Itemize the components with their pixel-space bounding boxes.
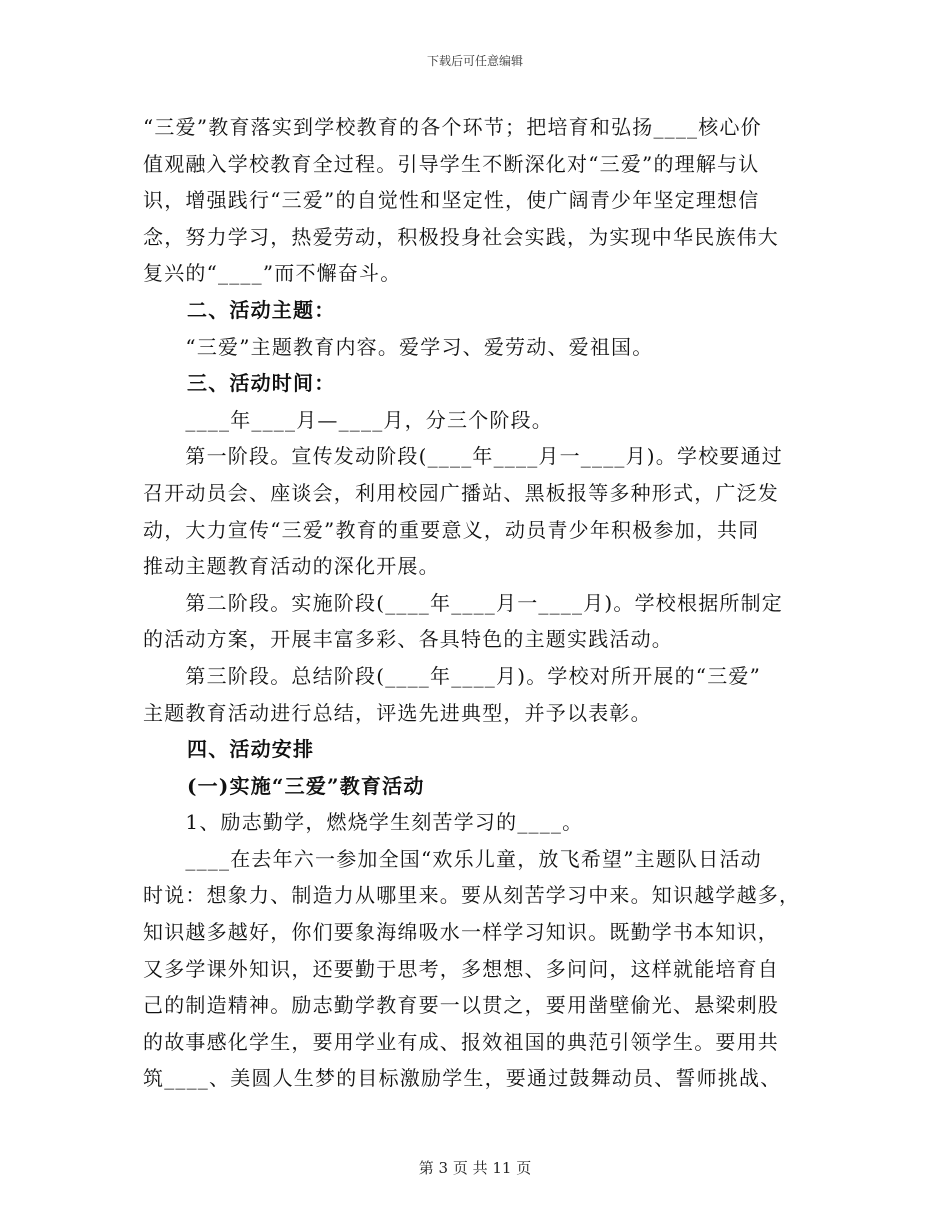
paragraph-line: 知识越多越好，你们要象海绵吸水一样学习知识。既勤学书本知识， [143,920,779,945]
paragraph-line: 筑____、美圆人生梦的目标激励学生，要通过鼓舞动员、誓师挑战、 [143,1066,782,1091]
paragraph-line: 主题教育活动进行总结，评选先进典型，并予以表彰。 [143,700,652,725]
paragraph-line: 的故事感化学生，要用学业有成、报效祖国的典范引领学生。要用共 [143,1029,779,1054]
paragraph-line: 复兴的“____”而不懈奋斗。 [143,261,402,286]
paragraph-line: ____年____月—____月，分三个阶段。 [143,407,553,432]
document-body [143,109,803,1097]
paragraph-line: “三爱”主题教育内容。爱学习、爱劳动、爱祖国。 [143,334,654,359]
paragraph-line: 的活动方案，开展丰富多彩、各具特色的主题实践活动。 [143,627,673,652]
paragraph-line: 推动主题教育活动的深化开展。 [143,554,440,579]
paragraph-line: 念，努力学习，热爱劳动，积极投身社会实践，为实现中华民族伟大 [143,224,779,249]
page-footer: 第 3 页 共 11 页 [418,1159,532,1177]
paragraph-line: 识，增强践行“三爱”的自觉性和坚定性，使广阔青少年坚定理想信 [143,188,760,213]
paragraph-line: 召开动员会、座谈会，利用校园广播站、黑板报等多种形式，广泛发 [143,480,779,505]
paragraph-line: 动，大力宣传“三爱”教育的重要意义，动员青少年积极参加，共同 [143,517,760,542]
paragraph-line: “三爱”教育落实到学校教育的各个环节；把培育和弘扬____核心价 [143,115,762,139]
section-heading-theme: 二、活动主题： [187,297,336,322]
paragraph-line: 1、励志勤学，燃烧学生刻苦学习的____。 [143,810,584,835]
page-header: 下载后可任意编辑 [426,54,523,68]
paragraph-line: 第一阶段。宣传发动阶段(____年____月一____月)。学校要通过 [143,444,784,469]
section-heading-arrangement: 四、活动安排 [187,737,315,762]
paragraph-line: 己的制造精神。励志勤学教育要一以贯之，要用凿壁偷光、悬梁刺股 [143,993,779,1018]
section-heading-time: 三、活动时间： [187,371,336,396]
paragraph-line: ____在去年六一参加全国“欢乐儿童，放飞希望”主题队日活动 [143,846,762,871]
paragraph-line: 值观融入学校教育全过程。引导学生不断深化对“三爱”的理解与认 [143,151,760,176]
paragraph-line: 第二阶段。实施阶段(____年____月一____月)。学校根据所制定 [143,590,784,615]
subsection-heading: (一)实施“三爱”教育活动 [187,773,425,798]
paragraph-line: 又多学课外知识，还要勤于思考，多想想、多问问，这样就能培育自 [143,956,779,981]
paragraph-line: 时说：想象力、制造力从哪里来。要从刻苦学习中来。知识越学越多， [143,883,801,908]
paragraph-line: 第三阶段。总结阶段(____年____月)。学校对所开展的“三爱” [143,663,762,688]
